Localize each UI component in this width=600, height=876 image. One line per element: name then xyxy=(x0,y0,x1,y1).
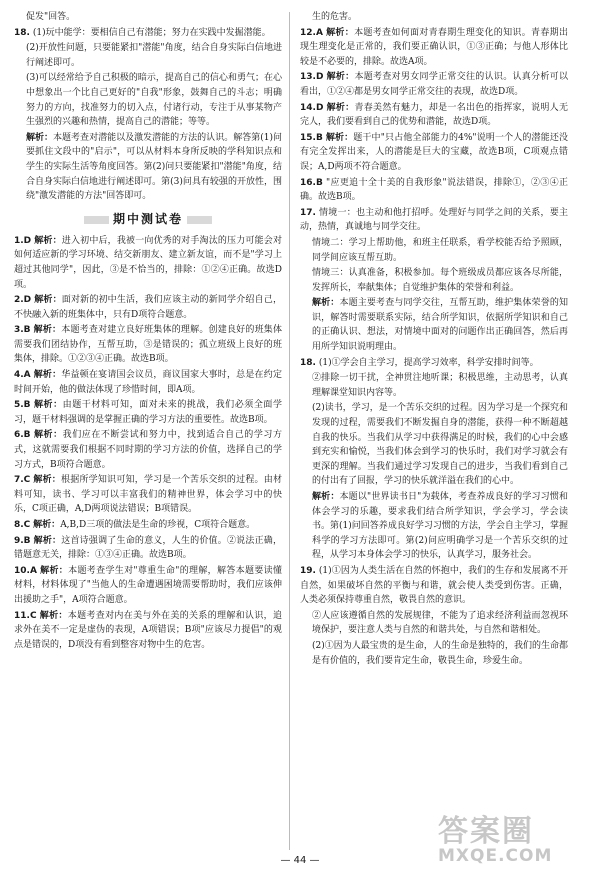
answer-paragraph xyxy=(14,26,282,41)
analysis-label: 解析： xyxy=(33,430,63,441)
answer-paragraph xyxy=(14,564,282,608)
question-number: 5.B xyxy=(14,400,31,411)
answer-paragraph xyxy=(14,293,282,322)
answer-paragraph xyxy=(14,10,282,25)
answer-text: 根据所学知识可知，学习是一个苦乐交织的过程。由材料可知，读书、学习可以丰富我们的精神世界，体会学习中的快乐，C项正确，A,D两项说法错误；B项错误。 xyxy=(14,475,282,515)
answer-text: 青春美然有魅力，却是一名出色的指挥家，说明人无完人，我们要看到自己的优势和潜能，故选D项。 xyxy=(300,102,568,128)
answer-text: "应更追十全十美的自我形象"说法错误，排除①，②③④正确。故选B项。 xyxy=(300,177,568,203)
answer-paragraph xyxy=(300,131,568,175)
answer-text: (1)①学会自主学习，提高学习效率，科学安排时间等。 xyxy=(318,357,539,368)
answer-text: 生的危害。 xyxy=(312,12,358,22)
answer-paragraph xyxy=(14,428,282,472)
answer-paragraph xyxy=(300,490,568,563)
answer-text: 面对新的初中生活，我们应该主动的新同学介绍自己，不快融入新的班集体中，只有D项符合题意。 xyxy=(14,295,282,320)
answer-text: 情境二：学习上帮助他，和班主任联系，看学校能否给予照顾，同学间应该互帮互助。 xyxy=(312,237,568,263)
analysis-label: 解析： xyxy=(33,520,61,530)
answer-paragraph xyxy=(300,266,568,295)
column-divider xyxy=(289,12,290,850)
section-title xyxy=(14,212,282,228)
question-number: 10.A xyxy=(14,565,37,576)
answer-paragraph xyxy=(300,10,568,25)
answer-text: (2)开放性问题，只要能紧扣"潜能"角度，结合自身实际白信地进行阐述即可。 xyxy=(26,43,282,68)
answer-paragraph xyxy=(300,176,568,205)
answer-paragraph xyxy=(300,206,568,235)
answer-paragraph xyxy=(300,70,568,99)
question-number: 18. xyxy=(14,27,30,38)
answer-paragraph xyxy=(14,323,282,367)
analysis-label: 解析： xyxy=(34,295,62,306)
question-number: 14.D xyxy=(300,102,324,113)
answer-paragraph xyxy=(14,473,282,517)
right-column xyxy=(300,10,568,669)
question-number: 12.A xyxy=(300,27,323,38)
answer-paragraph xyxy=(14,518,282,533)
analysis-label: 解析： xyxy=(326,102,355,113)
question-number: 11.C xyxy=(14,610,37,621)
page-number: — 44 — xyxy=(280,855,320,866)
watermark-line2: MXQE.COM xyxy=(438,846,553,866)
answer-text: 本题考查对潜能以及激发潜能的方法的认识。解答第(1)问要抓住文段中的"启示"，可以从材料本身所反映的学科知识点和学生的实际生活等角度回答。第(2)问只要能紧扣"潜能"角度，结合自身实际白信地进行阐述即可。第(3)问具有较强的开放性，围绕"激发潜能的方法"回答即可。 xyxy=(26,132,282,202)
analysis-label: 解析： xyxy=(312,492,340,502)
answer-paragraph xyxy=(14,609,282,653)
analysis-label: 解析： xyxy=(26,132,54,143)
answer-paragraph xyxy=(300,101,568,130)
answer-text: ②人应该遵循自然的发展规律，不能为了追求经济利益而忽视环境保护，要注意人类与自然的和谐共处，与自然和谐相处。 xyxy=(312,610,568,636)
answer-paragraph xyxy=(14,41,282,70)
watermark-line1: 答案圈 xyxy=(438,814,534,849)
answer-text: 本题考查学生对"尊重生命"的理解，解答本题要读懂材料，材料体现了"当他人的生命遭遇困境需要帮助时，我们应该伸出援助之手"，A项符合题意。 xyxy=(14,565,282,605)
left-column xyxy=(14,10,282,653)
analysis-label: 解析： xyxy=(39,610,68,621)
answer-text: ②排除一切干扰，全神贯注地听课；积极思维，主动思考，认真理解课堂知识内容等。 xyxy=(312,373,568,398)
answer-paragraph xyxy=(300,296,568,354)
analysis-label: 解析： xyxy=(33,475,62,486)
answer-paragraph xyxy=(14,71,282,129)
analysis-label: 解析： xyxy=(33,370,62,381)
answer-paragraph xyxy=(14,534,282,563)
question-number: 8.C xyxy=(14,520,31,530)
question-number: 1.D xyxy=(14,235,32,246)
analysis-label: 解析： xyxy=(326,27,355,38)
answer-text: 进入初中后，我被一向优秀的对手淘汰的压力可能会对如何适应新的学习环境、结交新朋友、建立新友谊，而不是"学习上超过其他同学"，因此，③是不恰当的，排除：①②④正确。故选D项。 xyxy=(14,235,282,290)
question-number: 18. xyxy=(300,357,316,368)
answer-text: 本题以"世界读书日"为载体，考查养成良好的学习习惯和体会学习的乐趣，要求我们结合所学知识，学会学习，学会读书。第(1)问回答养成良好学习习惯的方法，学会自主学习，掌握科学的学习方法即可。第(2)问应明确学习是一个苦乐交织的过程，从学习本身体会学习的快乐，认真学习，服务社会。 xyxy=(312,492,568,561)
answer-text: 我们应在不断尝试和努力中，找到适合自己的学习方式，这就需要我们根据不同时期的学习方法的价值，选择自己的学习方式，B项符合题意。 xyxy=(14,430,282,470)
question-number: 3.B xyxy=(14,325,31,336)
answer-paragraph xyxy=(300,564,568,608)
question-number: 2.D xyxy=(14,295,32,306)
analysis-label: 解析： xyxy=(33,400,63,411)
answer-text: 情境三：认真准备，积极参加。每个班级成员都应该各尽所能，发挥所长，奉献集体；自觉维护集体的荣誉和利益。 xyxy=(312,268,568,293)
answer-paragraph xyxy=(300,639,568,668)
answer-text: 本题考查对内在美与外在美的关系的理解和认识，追求外在美不一定是虚伪的表现，A项错误；B项"应该尽力提倡"的观点是错误的，D项没有看到整容对物中生的危害。 xyxy=(14,610,282,650)
answer-paragraph xyxy=(300,356,568,371)
section-title-text: 期中测试卷 xyxy=(109,212,187,226)
analysis-label: 解析： xyxy=(33,535,62,546)
analysis-label: 解析： xyxy=(326,72,355,83)
answer-text: (1)①因为人类生活在自然的怀抱中，我们的生存和发展离不开自然，如果破坏自然的平衡与和谐，就会使人类受到伤害。正确，人类必须保持尊重自然，敬畏自然的意识。 xyxy=(300,565,568,606)
question-number: 16.B xyxy=(300,177,323,188)
answer-paragraph xyxy=(14,368,282,397)
answer-text: (3)可以经常给予自己积极的暗示，提高自己的信心和勇气；在心中想象出一个比自己更好的"自我"形象，鼓舞自己的斗志；明确努力的方向，找准努力的切入点，付诸行动，专注于从事某物产生强烈的兴趣和热情，提高自己的潜能；等等。 xyxy=(26,73,282,128)
answer-text: 本题考查对男女同学正常交往的认识。认真分析可以看出，①②④都是男女同学正常交往的表现，故选D项。 xyxy=(300,72,568,97)
question-number: 9.B xyxy=(14,535,31,546)
answer-text: 情境一：也主动和他打招呼。处理好与同学之间的关系，要主动，热情，真诚地与同学交往。 xyxy=(300,207,568,233)
question-number: 4.A xyxy=(14,370,31,381)
answer-paragraph xyxy=(300,371,568,400)
analysis-label: 解析： xyxy=(40,565,69,576)
answer-text: (2)读书，学习，是一个苦乐交织的过程。因为学习是一个探究和发现的过程，需要我们不断发掘自身的潜能，获得一种不断超越自我的快乐。当我们从学习中获得满足的时候，我们的心中会感到充实和愉悦，当我们体会到学习的快乐时，我们对学习就会有更深的理解。当我们通过学习发现自己的进步，当我们看到自己的付出有了回报，学习的快乐就洋溢在我们的心中。 xyxy=(312,403,568,487)
answer-text: 题干中"只占他全部能力的4%"说明一个人的潜能还没有完全发挥出来，人的潜能是巨大的宝藏，故选B项，C项观点错误；A,D两项不符合题意。 xyxy=(300,132,568,172)
answer-text: (2)①因为人最宝贵的是生命，人的生命是独特的，我们的生命都是有价值的，我们要肯定生命，敬畏生命，珍爱生命。 xyxy=(312,640,568,666)
answer-paragraph xyxy=(300,609,568,638)
analysis-label: 解析： xyxy=(312,298,340,309)
answer-text: 促发"回答。 xyxy=(26,12,76,22)
answer-text: 由题干材料可知，面对未来的挑战，我们必须全面学习，题干材料强调的是掌握正确的学习方法的重要性。故选B项。 xyxy=(14,400,282,425)
answer-paragraph xyxy=(300,26,568,70)
answer-paragraph xyxy=(14,131,282,204)
question-number: 7.C xyxy=(14,475,31,486)
analysis-label: 解析： xyxy=(325,132,354,143)
question-number: 15.B xyxy=(300,132,323,143)
answer-text: 这首诗强调了生命的意义，人生的价值。②说法正确，错题意无关，排除：①③④正确。故选B项。 xyxy=(14,535,282,561)
answer-paragraph xyxy=(14,234,282,292)
question-number: 17. xyxy=(300,207,316,218)
answer-paragraph xyxy=(300,236,568,265)
analysis-label: 解析： xyxy=(33,325,62,336)
question-number: 13.D xyxy=(300,72,324,83)
answer-text: 华益顿在宴请国会议员，商议国家大事时，总是在约定时间开始，他的做法体现了珍惜时间，即A项。 xyxy=(14,370,282,395)
analysis-label: 解析： xyxy=(34,235,62,246)
answer-text: 本题主要考查与同学交往，互帮互助，维护集体荣誉的知识，解答时需要联系实际，结合所学知识，依据所学知识和自己的正确认识、想法，对情境中面对的问题作出正确回答，然后再用所学知识说明理由。 xyxy=(312,298,568,353)
answer-text: (1)玩中能学：要相信自己有潜能；努力在实践中发掘潜能。 xyxy=(32,27,271,38)
question-number: 19. xyxy=(300,565,316,576)
site-watermark-logo xyxy=(438,806,588,868)
answer-text: A,B,D三项的做法是生命的珍视，C项符合题意。 xyxy=(60,520,256,530)
answer-text: 本题考查对建立良好班集体的理解。创建良好的班集体需要我们团结协作，互帮互助，③是错误的；孤立班级上良好的班集体，排除。①②③④正确。故选B项。 xyxy=(14,325,282,365)
question-number: 6.B xyxy=(14,430,31,441)
answer-paragraph xyxy=(14,398,282,427)
answer-text: 本题考查如何面对青春期生理变化的知识。青春期出现生理变化是正常的，我们要正确认识，①③正确；与他人形体比较是不必要的，排除。故选A项。 xyxy=(300,27,568,67)
answer-paragraph xyxy=(300,401,568,489)
